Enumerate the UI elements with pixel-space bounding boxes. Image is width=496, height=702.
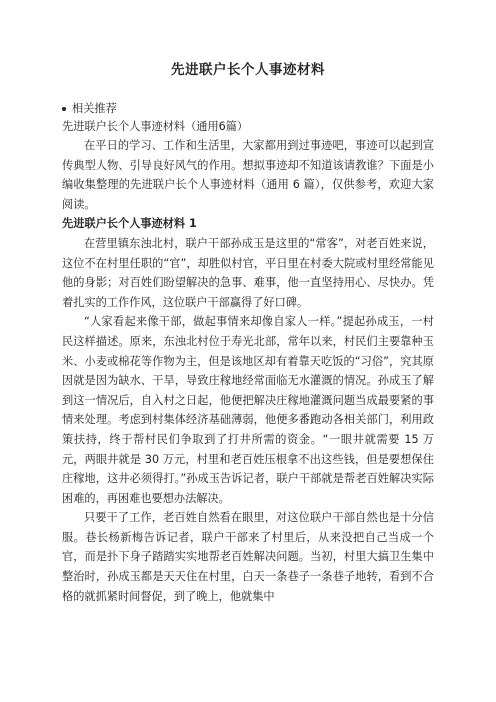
bullet-icon [62,107,66,111]
document-title: 先进联户长个人事迹材料 [171,62,325,78]
section-heading: 先进联户长个人事迹材料 1 [62,217,197,231]
related-recommendation [62,100,434,118]
body-paragraph: 在营里镇东浊北村，联户干部孙成玉是这里的“常客”，对老百姓来说，这位不在村里任职的“官”，却胜似村官，平日里在村委大院或村里经常能见他的身影；对百姓们盼望解决的急事、难事，他一直坚持用心、尽快办。凭着扎实的工作作风，这位联户干部赢得了好口碑。 [62,236,434,309]
body-paragraph: “人家看起来像干部，做起事情来却像自家人一样。”提起孙成玉，一村民这样描述。原来，东浊北村位于寿光北部，常年以来，村民们主要靠种玉米、小麦或棉花等作物为主，但是该地区却有着靠天吃饭的“习俗”，究其原因就是因为缺水、干旱，导致庄稼地经常面临无水灌溉的情况。孙成玉了解到这一情况后，自入村之日起，他便把解决庄稼地灌溉问题当成最要紧的事情来处理。考虑到村集体经济基础薄弱，他便多番跑动各相关部门，利用政策扶持，终于帮村民们争取到了打井所需的资金。“一眼井就需要 15 万元，两眼井就是 30 万元，村里和老百姓压根拿不出这些钱，但是要想保住庄稼地，这井必须得打。”孙成玉告诉记者，联户干部就是帮老百姓解决实际困难的，再困难也要想办法解决。 [62,315,434,505]
body-paragraph: 只要干了工作，老百姓自然看在眼里，对这位联户干部自然也是十分信服。巷长杨新梅告诉记者，联户干部来了村里后，从来没把自己当成一个官，而是扑下身子踏踏实实地帮老百姓解决问题。当初，村里大搞卫生集中整治时，孙成玉都是天天住在村里，白天一条巷子一条巷子地转，看到不合格的就抓紧时间督促，到了晚上，他就集中 [62,511,434,603]
document-subtitle: 先进联户长个人事迹材料（通用6篇） [62,120,249,133]
related-label[interactable]: 相关推荐 [72,102,117,115]
intro-paragraph: 在平日的学习、工作和生活里，大家都用到过事迹吧，事迹可以起到宣传典型人物、引导良好风气的作用。想拟事迹却不知道该请教谁？下面是小编收集整理的先进联户长个人事迹材料（通用 6 篇），仅供参考，欢迎大家阅读。 [62,139,434,211]
